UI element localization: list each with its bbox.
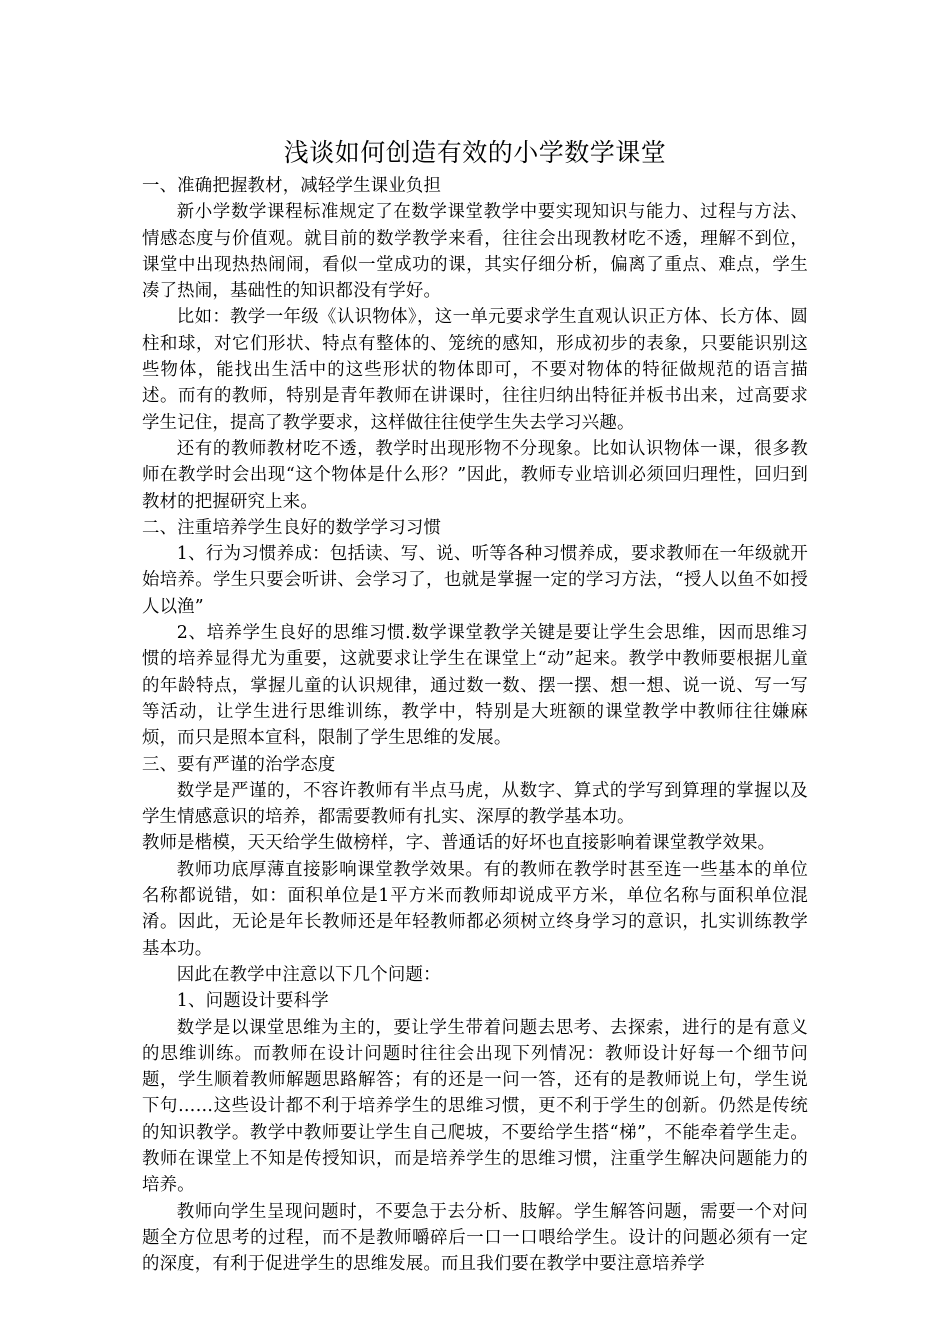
section-heading-2: 二、注重培养学生良好的数学学习习惯 [142,517,442,538]
paragraph: 2、培养学生良好的思维习惯.数学课堂教学关键是要让学生会思维，因而思维习惯的培养显得尤为重要，这就要求让学生在课堂上“动”起来。教学中教师要根据儿童的年龄特点，掌握儿童的认识规律，通过数一数、摆一摆、想一想、说一说、写一写等活动，让学生进行思维训练，教学中，特别是大班额的课堂教学中教师往往嫌麻烦，而只是照本宣科，限制了学生思维的发展。 [142,623,808,749]
paragraph: 教师向学生呈现问题时，不要急于去分析、肢解。学生解答问题，需要一个对问题全方位思考的过程，而不是教师嚼碎后一口一口喂给学生。设计的问题必须有一定的深度，有利于促进学生的思维发展。而且我们要在教学中要注意培养学 [142,1201,808,1275]
paragraph: 比如：教学一年级《认识物体》，这一单元要求学生直观认识正方体、长方体、圆柱和球，对它们形状、特点有整体的、笼统的感知，形成初步的表象，只要能识别这些物体，能找出生活中的这些形状的物体即可，不要对物体的特征做规范的语言描述。而有的教师，特别是青年教师在讲课时，往往归纳出特征并板书出来，过高要求学生记住，提高了教学要求，这样做往往使学生失去学习兴趣。 [142,307,808,433]
paragraph: 因此在教学中注意以下几个问题： [176,964,441,985]
section-heading-1: 一、准确把握教材，减轻学生课业负担 [142,176,442,196]
paragraph: 1、行为习惯养成：包括读、写、说、听等各种习惯养成，要求教师在一年级就开始培养。学生只要会听讲、会学习了，也就是掌握一定的学习方法，“授人以鱼不如授人以渔” [142,544,808,617]
paragraph: 还有的教师教材吃不透，教学时出现形物不分现象。比如认识物体一课，很多教师在教学时会出现“这个物体是什么形？”因此，教师专业培训必须回归理性，回归到教材的把握研究上来。 [142,438,808,512]
section-heading-3: 三、要有严谨的治学态度 [142,754,336,775]
paragraph: 数学是严谨的，不容许教师有半点马虎，从数字、算式的学写到算理的掌握以及学生情感意识的培养，都需要教师有扎实、深厚的教学基本功。 [142,780,808,828]
document-body [142,133,808,1277]
document-title: 浅谈如何创造有效的小学数学课堂 [283,138,667,167]
paragraph: 教师功底厚薄直接影响课堂教学效果。有的教师在教学时甚至连一些基本的单位名称都说错，如：面积单位是1平方米而教师却说成平方米，单位名称与面积单位混淆。因此，无论是年长教师还是年轻教师都必须树立终身学习的意识，扎实训练教学基本功。 [142,859,808,959]
subsection-heading: 1、问题设计要科学 [176,991,329,1012]
paragraph: 新小学数学课程标准规定了在数学课堂教学中要实现知识与能力、过程与方法、情感态度与价值观。就目前的数学教学来看，往往会出现教材吃不透，理解不到位，课堂中出现热热闹闹，看似一堂成功的课，其实仔细分析，偏离了重点、难点，学生凑了热闹，基础性的知识都没有学好。 [142,202,808,302]
paragraph: 数学是以课堂思维为主的，要让学生带着问题去思考、去探索，进行的是有意义的思维训练。而教师在设计问题时往往会出现下列情况：教师设计好每一个细节问题，学生顺着教师解题思路解答；有的还是一问一答，还有的是教师说上句，学生说下句……这些设计都不利于培养学生的思维习惯，更不利于学生的创新。仍然是传统的知识教学。教学中教师要让学生自己爬坡，不要给学生搭“梯”，不能牵着学生走。教师在课堂上不知是传授知识，而是培养学生的思维习惯，注重学生解决问题能力的培养。 [142,1017,808,1196]
paragraph: 教师是楷模，天天给学生做榜样，字、普通话的好坏也直接影响着课堂教学效果。 [142,833,776,854]
